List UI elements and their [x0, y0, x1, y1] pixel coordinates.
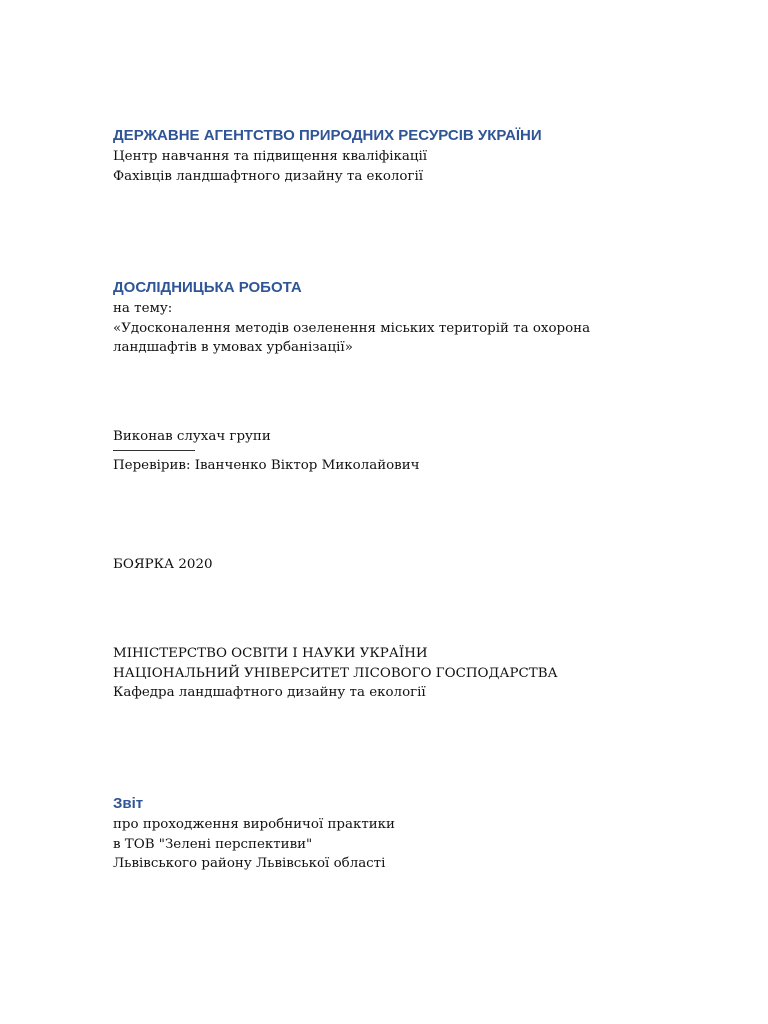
agency-heading: ДЕРЖАВНЕ АГЕНТСТВО ПРИРОДНИХ РЕСУРСІВ УКРАЇНИ	[113, 127, 542, 144]
department-line: Кафедра ландшафтного дизайну та екології	[113, 685, 426, 700]
topic-line-1: «Удосконалення методів озеленення міських територій та охорона	[113, 320, 591, 336]
university-line: НАЦІОНАЛЬНИЙ УНІВЕРСИТЕТ ЛІСОВОГО ГОСПОДАРСТВА	[113, 665, 558, 681]
city-year-section	[113, 555, 713, 575]
checked-by-line: Перевірив: Іванченко Віктор Миколайович	[113, 457, 420, 473]
ministry-section	[113, 644, 713, 703]
performed-by-line: Виконав слухач групи	[113, 429, 271, 444]
signature-underline	[113, 450, 195, 451]
signatures-section	[113, 427, 713, 475]
report-heading: Звіт	[113, 795, 144, 812]
report-line-3: Львівського району Львівської області	[113, 856, 386, 871]
center-line: Центр навчання та підвищення кваліфікації	[113, 149, 428, 164]
specialists-line: Фахівців ландшафтного дизайну та екології	[113, 168, 424, 184]
report-line-2: в ТОВ "Зелені перспективи"	[113, 836, 313, 852]
ministry-line: МІНІСТЕРСТВО ОСВІТИ І НАУКИ УКРАЇНИ	[113, 646, 428, 661]
work-title-section	[113, 277, 713, 358]
topic-label: на тему:	[113, 301, 173, 316]
city-year: БОЯРКА 2020	[113, 557, 213, 572]
topic-line-2: ландшафтів в умовах урбанізації»	[113, 340, 353, 355]
report-section	[113, 793, 713, 874]
work-heading: ДОСЛІДНИЦЬКА РОБОТА	[113, 279, 302, 296]
report-line-1: про проходження виробничої практики	[113, 817, 395, 832]
agency-section	[113, 125, 713, 186]
